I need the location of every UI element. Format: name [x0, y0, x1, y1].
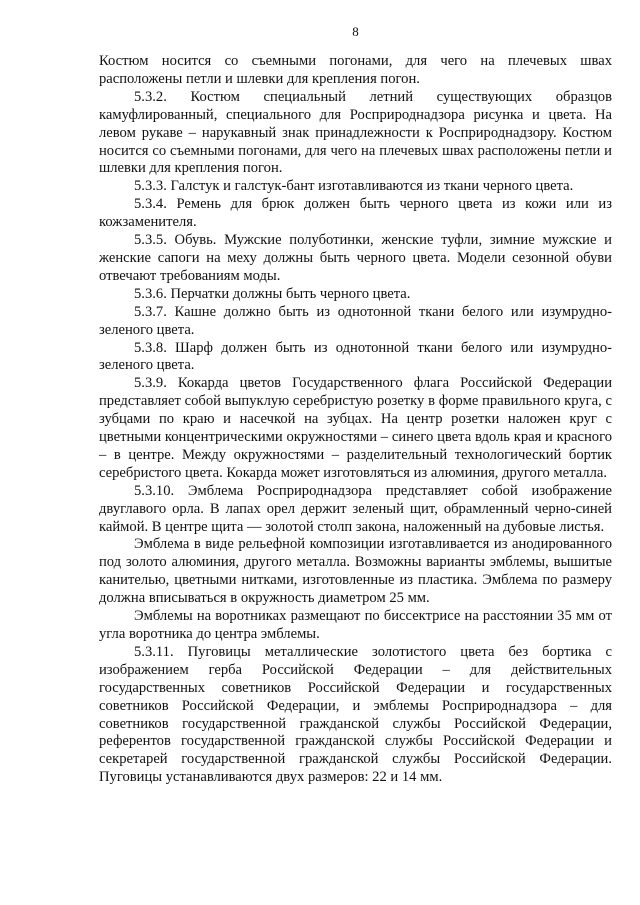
paragraph-5-3-4: 5.3.4. Ремень для брюк должен быть черного цвета из кожи или из кожзаменителя.: [99, 196, 612, 231]
paragraph-5-3-10: 5.3.10. Эмблема Росприроднадзора представляет собой изображение двуглавого орла. В лапах орел держит зеленый щит, обрамленный черно-синей каймой. В центре щита — золотой столп закона, наложенный на дубовые листья.: [99, 482, 612, 535]
paragraph-continuation: Костюм носится со съемными погонами, для чего на плечевых швах расположены петли и шлевки для крепления погон.: [99, 53, 612, 87]
paragraph-5-3-8: 5.3.8. Шарф должен быть из однотонной ткани белого или изумрудно-зеленого цвета.: [99, 339, 612, 374]
paragraph-5-3-11: 5.3.11. Пуговицы металлические золотистого цвета без бортика с изображением герба Российской Федерации – для действительных государственных советников Российской Федерации и государственных советников Российской Федерации, и эмблемы Росприроднадзора – для советников государственной гражданской службы Российской Федерации, референтов государственной гражданской службы Российской Федерации и секретарей государственной гражданской службы Российской Федерации. Пуговицы устанавливаются двух размеров: 22 и 14 мм.: [99, 643, 612, 786]
paragraph-5-3-9: 5.3.9. Кокарда цветов Государственного флага Российской Федерации представляет собой выпуклую серебристую розетку в форме правильного круга, с зубцами по краю и насечкой на зубцах. На центр розетки наложен круг с цветными концентрическими окружностями – синего цвета вдоль края и красного – в центре. Между окружностями – разделительный технологический бортик серебристого цвета. Кокарда может изготовляться из алюминия, другого металла.: [99, 375, 612, 481]
paragraph-5-3-3: 5.3.3. Галстук и галстук-бант изготавливаются из ткани черного цвета.: [134, 178, 574, 195]
paragraph-emblem-placement: Эмблемы на воротниках размещают по биссектрисе на расстоянии 35 мм от угла воротника до центра эмблемы.: [99, 608, 612, 642]
document-body: [99, 53, 612, 787]
page-number: 8: [352, 24, 359, 39]
paragraph-5-3-2: 5.3.2. Костюм специальный летний существующих образцов камуфлированный, специального для Росприроднадзора рисунка и цвета. На левом рукаве – нарукавный знак принадлежности к Росприроднадзору. Костюм носится со съемными погонами, для чего на плечевых швах расположены петли и шлевки для крепления погон.: [99, 88, 612, 177]
paragraph-5-3-5: 5.3.5. Обувь. Мужские полуботинки, женские туфли, зимние мужские и женские сапоги на меху должны быть черного цвета. Модели сезонной обуви отвечают требованиям моды.: [99, 232, 612, 284]
paragraph-5-3-7: 5.3.7. Кашне должно быть из однотонной ткани белого или изумрудно-зеленого цвета.: [99, 303, 612, 338]
paragraph-5-3-6: 5.3.6. Перчатки должны быть черного цвета.: [134, 285, 411, 302]
paragraph-emblem-material: Эмблема в виде рельефной композиции изготавливается из анодированного под золото алюминия, другого металла. Возможны варианты эмблемы, вышитые канителью, цветными нитками, изготовленные из пластика. Эмблема по размеру должна вписываться в окружность диаметром 25 мм.: [99, 536, 612, 607]
